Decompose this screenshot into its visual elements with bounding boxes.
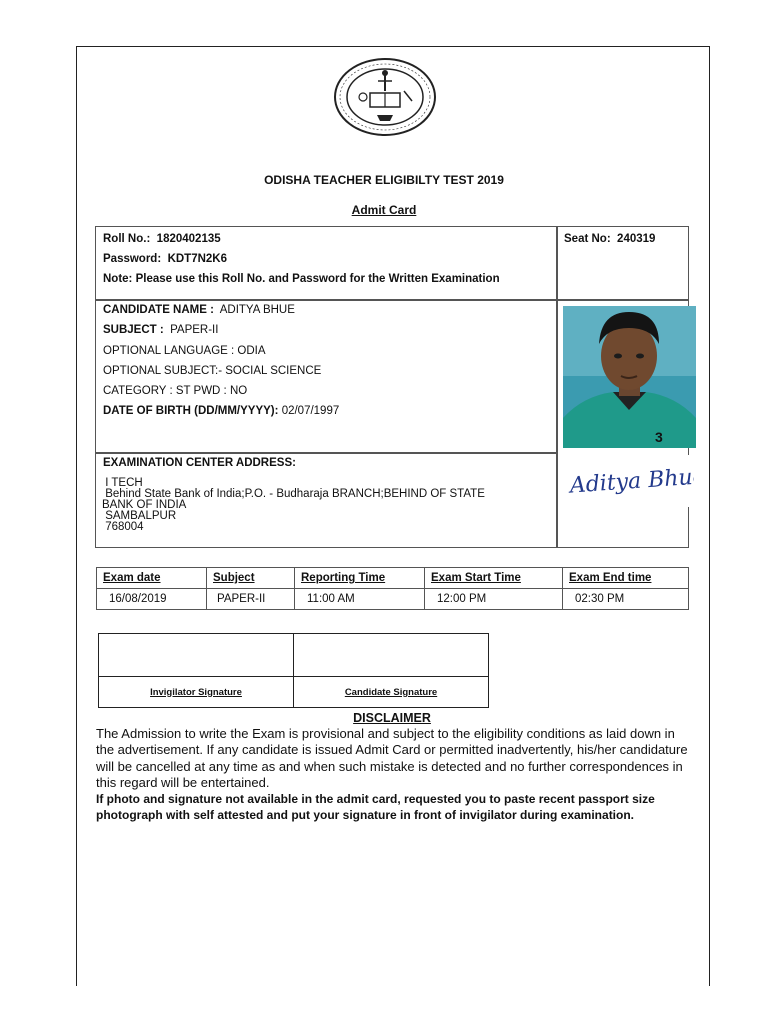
seat-number bbox=[564, 233, 655, 245]
candidate-subject bbox=[103, 324, 218, 336]
disclaimer-photo-note: If photo and signature not available in the admit card, requested you to paste recent passport size photograph with self attested and put your signature in front of invigilator during examination. bbox=[96, 792, 655, 822]
header-subject: Subject bbox=[207, 568, 295, 589]
password bbox=[103, 253, 227, 265]
exam-date-cell: 16/08/2019 bbox=[97, 589, 207, 610]
header-exam-start-time: Exam Start Time bbox=[425, 568, 563, 589]
exam-schedule-table bbox=[96, 567, 689, 610]
divider bbox=[95, 299, 689, 301]
disclaimer-text: The Admission to write the Exam is provisional and subject to the eligibility conditions as laid down in the advertisement. If any candidate is issued Admit Card or permitted inadvertently, his/her candidature will be cancelled at any time as and when such mistake is detected and no further correspondences in this regard will be entertained. bbox=[96, 726, 688, 791]
address-line: Behind State Bank of India;P.O. - Budharaja BRANCH;BEHIND OF STATE bbox=[102, 488, 485, 500]
address-line: SAMBALPUR bbox=[102, 510, 177, 522]
divider bbox=[556, 226, 558, 548]
candidate-name bbox=[103, 304, 295, 316]
header-exam-end-time: Exam End time bbox=[563, 568, 689, 589]
date-of-birth bbox=[103, 405, 339, 417]
start-time-cell: 12:00 PM bbox=[425, 589, 563, 610]
credentials-note: Note: Please use this Roll No. and Password for the Written Examination bbox=[103, 273, 500, 285]
header-exam-date: Exam date bbox=[97, 568, 207, 589]
name-label: CANDIDATE NAME : bbox=[103, 304, 214, 316]
password-value: KDT7N2K6 bbox=[167, 253, 227, 265]
subject-cell: PAPER-II bbox=[207, 589, 295, 610]
table-header-row bbox=[97, 568, 689, 589]
dob-label: DATE OF BIRTH (DD/MM/YYYY): bbox=[103, 405, 279, 417]
end-time-cell: 02:30 PM bbox=[563, 589, 689, 610]
header-reporting-time: Reporting Time bbox=[295, 568, 425, 589]
password-label: Password: bbox=[103, 253, 162, 265]
candidate-signature-box bbox=[294, 634, 489, 677]
disclaimer-title: DISCLAIMER bbox=[353, 711, 431, 725]
subject-label: SUBJECT : bbox=[103, 324, 164, 336]
seat-label: Seat No: bbox=[564, 233, 611, 245]
signature-space-row bbox=[99, 634, 489, 677]
signature-label-row bbox=[99, 677, 489, 708]
svg-text:Aditya Bhue: Aditya Bhue bbox=[569, 464, 694, 499]
optional-language: OPTIONAL LANGUAGE : ODIA bbox=[103, 345, 266, 357]
svg-text:3: 3 bbox=[655, 429, 663, 445]
candidate-signature-label: Candidate Signature bbox=[294, 677, 489, 708]
exam-title: ODISHA TEACHER ELIGIBILTY TEST 2019 bbox=[264, 173, 504, 187]
invigilator-signature-label: Invigilator Signature bbox=[99, 677, 294, 708]
reporting-time-cell: 11:00 AM bbox=[295, 589, 425, 610]
candidate-signature-image bbox=[562, 455, 694, 507]
signature-table bbox=[98, 633, 489, 708]
seat-value: 240319 bbox=[617, 233, 656, 245]
admit-card-heading: Admit Card bbox=[351, 203, 417, 217]
candidate-photo bbox=[563, 306, 696, 448]
subject-value: PAPER-II bbox=[170, 324, 219, 336]
table-row bbox=[97, 589, 689, 610]
address-line: BANK OF INDIA bbox=[102, 499, 187, 511]
exam-center-label: EXAMINATION CENTER ADDRESS: bbox=[103, 457, 296, 469]
optional-subject: OPTIONAL SUBJECT:- SOCIAL SCIENCE bbox=[103, 365, 322, 377]
invigilator-signature-box bbox=[99, 634, 294, 677]
exam-center-address bbox=[102, 478, 485, 533]
address-line: 768004 bbox=[102, 521, 144, 533]
roll-value: 1820402135 bbox=[156, 233, 221, 245]
board-seal-logo bbox=[332, 57, 438, 137]
dob-value: 02/07/1997 bbox=[281, 405, 340, 417]
roll-label: Roll No.: bbox=[103, 233, 151, 245]
name-value: ADITYA BHUE bbox=[219, 304, 295, 316]
address-line: I TECH bbox=[102, 477, 143, 489]
category: CATEGORY : ST PWD : NO bbox=[103, 385, 248, 397]
divider bbox=[95, 452, 556, 454]
roll-number bbox=[103, 233, 221, 245]
